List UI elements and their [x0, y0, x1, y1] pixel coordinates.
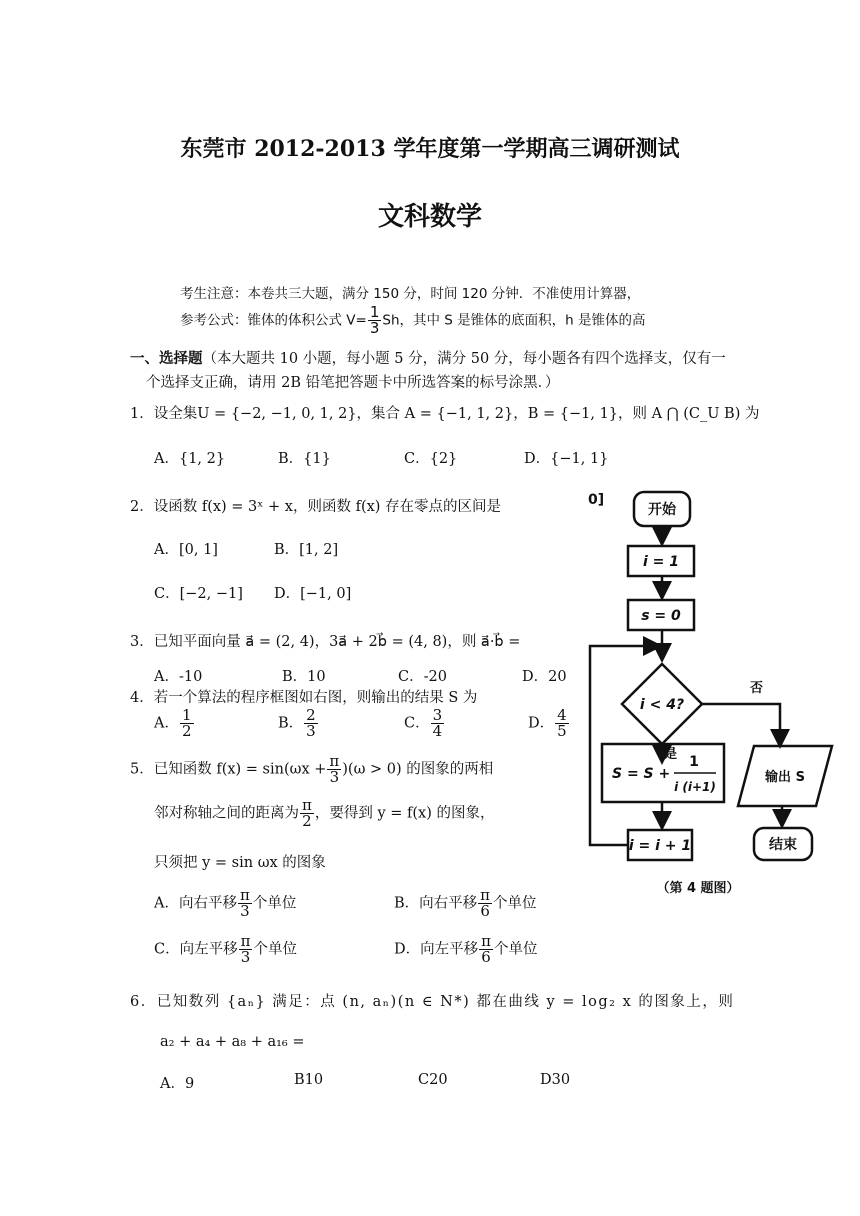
- q5-line1-num: π: [329, 752, 340, 770]
- q2-stem: 2．设函数 f(x) = 3ˣ + x，则函数 f(x) 存在零点的区间是: [130, 499, 502, 515]
- q5-c-den: 3: [240, 948, 251, 966]
- q4-d-num: 4: [557, 706, 567, 724]
- q4-a-num: 1: [181, 706, 192, 724]
- q3-option-b: B．10: [282, 669, 326, 685]
- q6-option-a: A．9: [160, 1076, 195, 1092]
- q5-d-pre: D．向左平移: [394, 941, 479, 958]
- q5-line2: [154, 798, 495, 829]
- flow-init-i-label: i = 1: [642, 554, 680, 570]
- q5-line1: [130, 754, 493, 785]
- q1-stem: 1．设全集U = {−2, −1, 0, 1, 2}，集合 A = {−1, 1, 2}，B = {−1, 1}，则 A ⋂ (C_U B) 为: [130, 406, 760, 422]
- q5-option-a: [154, 888, 296, 919]
- reference-formula: [180, 305, 646, 336]
- q1-option-c: C．{2}: [404, 451, 458, 467]
- q5-d-post: 个单位: [494, 941, 538, 958]
- q4-c-den: 4: [432, 722, 443, 740]
- q6-line2: a₂ + a₄ + a₈ + a₁₆ =: [160, 1034, 305, 1050]
- flow-start-label: 开始: [648, 502, 676, 518]
- q5-line1-a: 5．已知函数 f(x) = sin(ωx +: [130, 761, 327, 778]
- section1-line2: 个选择支正确，请用 2B 铅笔把答题卡中所选答案的标号涂黑．）: [146, 375, 560, 391]
- q4-option-b-label: B．: [278, 715, 304, 732]
- flow-yes-label: 是: [664, 747, 678, 762]
- flowchart: [578, 478, 860, 906]
- flow-end-label: 结束: [769, 837, 797, 853]
- flow-corner-mark: 0]: [588, 492, 605, 508]
- q4-option-a: [154, 708, 195, 739]
- q6-stem: 6．已知数列 {aₙ} 满足：点 (n, aₙ)(n ∈ N*) 都在曲线 y = log₂ x 的图象上，则: [130, 994, 735, 1010]
- q1-option-d: D．{−1, 1}: [524, 451, 609, 467]
- q5-a-pre: A．向右平移: [154, 895, 237, 912]
- q4-a-den: 2: [181, 722, 192, 740]
- q4-b-den: 3: [306, 722, 316, 740]
- flow-update-i-label: i = i + 1: [628, 838, 692, 854]
- q3-option-d: D．20: [522, 669, 567, 685]
- q5-d-num: π: [481, 932, 491, 950]
- q5-a-post: 个单位: [252, 895, 297, 912]
- q3-option-a: A．-10: [154, 669, 203, 685]
- flow-output-label: 输出 S: [765, 770, 805, 785]
- q5-c-post: 个单位: [253, 941, 297, 958]
- q3-stem: 3．已知平面向量 a⃗ = (2, 4)，3a⃗ + 2b⃗ = (4, 8)，则 a⃗·b⃗ =: [130, 634, 521, 650]
- q4-option-b: [278, 708, 319, 739]
- q2-option-b: B．[1, 2]: [274, 542, 339, 558]
- q5-line2-b: ，要得到 y = f(x) 的图象，: [314, 805, 495, 822]
- section1-heading: 一、选择题: [130, 350, 203, 367]
- flow-no-label: 否: [750, 681, 764, 696]
- flow-init-s-label: s = 0: [641, 608, 681, 624]
- flow-update-s-den: i (i+1): [674, 780, 716, 794]
- q2-option-c: C．[−2, −1]: [154, 586, 243, 602]
- q3-option-c: C．-20: [398, 669, 447, 685]
- flow-condition-label: i < 4?: [639, 697, 685, 713]
- q4-stem: 4．若一个算法的程序框图如右图，则输出的结果 S 为: [130, 690, 478, 706]
- section1-desc: （本大题共 10 小题，每小题 5 分，满分 50 分，每小题各有四个选择支，仅有一: [202, 351, 726, 367]
- formula-numerator: 1: [369, 303, 380, 321]
- flow-update-s-num: 1: [689, 754, 699, 770]
- flow-caption: （第 4 题图）: [656, 881, 740, 896]
- q5-d-den: 6: [481, 948, 491, 966]
- q5-b-den: 6: [480, 902, 490, 920]
- q5-line1-b: )(ω > 0) 的图象的两相: [342, 761, 494, 778]
- page-title: 东莞市 2012-2013 学年度第一学期高三调研测试: [180, 136, 680, 162]
- q5-line3: 只须把 y = sin ωx 的图象: [154, 855, 326, 871]
- q5-a-den: 3: [240, 902, 250, 920]
- q6-option-c: C20: [418, 1072, 448, 1088]
- q1-option-a: A．{1, 2}: [154, 451, 226, 467]
- q4-option-d-label: D．: [528, 715, 555, 732]
- q5-c-pre: C．向左平移: [154, 941, 238, 958]
- formula-denominator: 3: [369, 319, 380, 337]
- q6-option-d: D30: [540, 1072, 571, 1088]
- q4-c-num: 3: [432, 706, 443, 724]
- exam-notice: 考生注意：本卷共三大题，满分 150 分，时间 120 分钟．不准使用计算器，: [180, 286, 641, 302]
- q6-option-b: B10: [294, 1072, 324, 1088]
- q5-line2-den: 2: [302, 812, 312, 830]
- formula-prefix: 参考公式：锥体的体积公式 V=: [180, 312, 367, 329]
- q5-line2-num: π: [302, 796, 312, 814]
- q5-option-b: [394, 888, 537, 919]
- q5-option-c: [154, 934, 297, 965]
- q4-option-a-label: A．: [154, 715, 179, 732]
- flow-update-s-lhs: S = S +: [612, 766, 671, 782]
- section1-line1: [130, 347, 726, 368]
- q5-b-pre: B．向右平移: [394, 895, 478, 912]
- q4-option-c-label: C．: [404, 715, 430, 732]
- q5-line2-a: 邻对称轴之间的距离为: [154, 805, 299, 822]
- q5-b-post: 个单位: [493, 895, 537, 912]
- q1-option-b: B．{1}: [278, 451, 331, 467]
- q5-b-num: π: [480, 886, 491, 904]
- page-subtitle: 文科数学: [377, 202, 482, 232]
- q4-d-den: 5: [557, 722, 567, 740]
- q4-option-c: [404, 708, 445, 739]
- q5-line1-den: 3: [329, 768, 340, 786]
- q2-option-a: A．[0, 1]: [154, 542, 218, 558]
- q5-option-d: [394, 934, 538, 965]
- q4-option-d: [528, 708, 570, 739]
- q2-option-d: D．[−1, 0]: [274, 586, 352, 602]
- q5-a-num: π: [239, 886, 250, 904]
- q5-c-num: π: [240, 932, 251, 950]
- q4-b-num: 2: [306, 706, 316, 724]
- formula-suffix: Sh，其中 S 是锥体的底面积，h 是锥体的高: [382, 312, 646, 329]
